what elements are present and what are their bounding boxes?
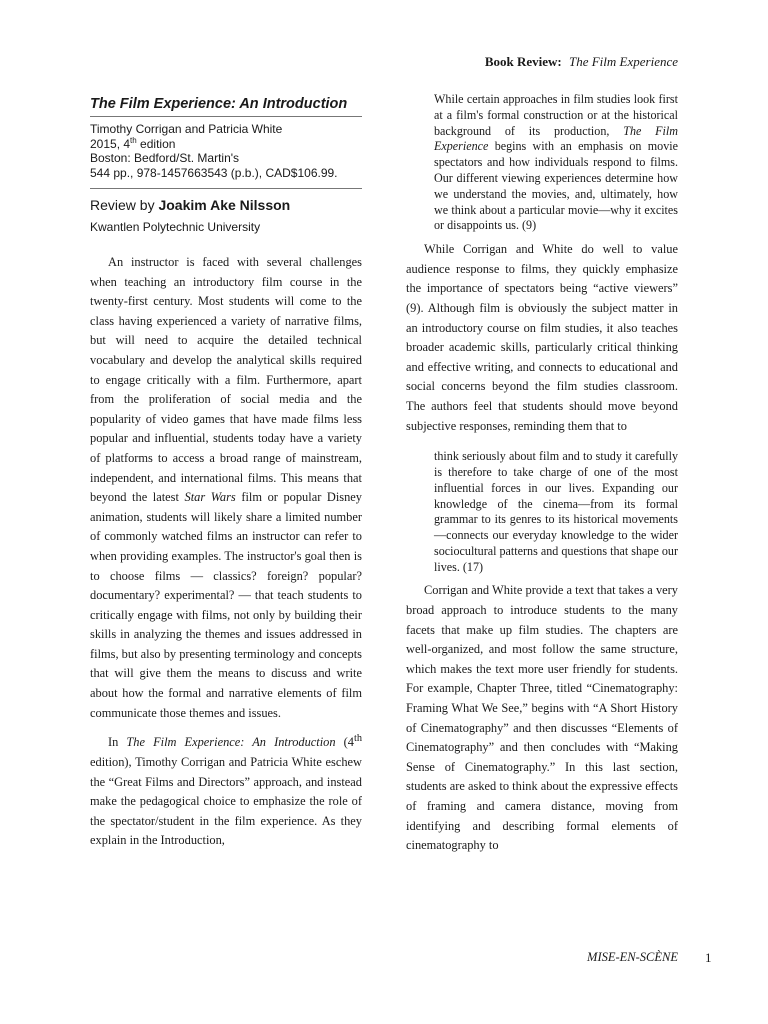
review-byline: [90, 197, 362, 213]
paragraph-2: In The Film Experience: An Introduction (4th edition), Timothy Corrigan and Patricia White eschew the “Great Films and Directors” approach, and instead make the pedagogical choice to emphasize the role of the spectator/student in the film experience. As they explain in the Introduction,: [90, 733, 363, 848]
running-head-label: Book Review:: [484, 54, 562, 69]
book-edition: [90, 137, 362, 152]
running-head-title: The Film Experience: [568, 54, 678, 69]
block-quote-2: think seriously about film and to study it carefully is therefore to take charge of one of the most influential forces in our lives. Expanding our knowledge of the cinema—from its formal grammar to its genres to its historical movements—connects our everyday knowledge to the wider sociocultural patterns and questions that shape our lives. (17): [434, 449, 678, 574]
reviewer-name: Joakim Ake Nilsson: [158, 197, 291, 213]
book-title: The Film Experience: An Introduction: [90, 96, 348, 112]
paragraph-4: Corrigan and White provide a text that takes a very broad approach to introduce students to the many facets that make up film studies. The chapters are well-organized, and most follow the same structure, which makes the text more user friendly for students. For example, Chapter Three, titled “Cinematography: Framing What We See,” begins with “A Short History of Cinematography” and then discusses “Elements of Cinematography” and then concludes with “Making Sense of Cinematography.” In this last section, students are asked to think about the expressive effects of framing and camera distance, moving from identifying and describing formal elements of cinematography to: [406, 583, 678, 853]
book-authors: Timothy Corrigan and Patricia White: [90, 122, 283, 136]
quote-book-title: The Film Experience: [434, 123, 678, 154]
running-head: [485, 54, 678, 70]
book-title-italic: The Film Experience: An Introduction: [126, 735, 336, 750]
edition-word: edition: [136, 136, 176, 151]
title-divider: [90, 116, 362, 117]
book-details: 544 pp., 978-1457663543 (p.b.), CAD$106.99.: [90, 165, 338, 180]
paragraph-3: While Corrigan and White do well to value audience response to films, they quickly emphasize the importance of spectators being “active viewers” (9). Although film is obviously the subject matter in an introductory course on film studies, it also teaches broader academic skills, particularly critical thinking and effective writing, and connects to educational and social concerns beyond the film studies classroom. The authors feel that students should move beyond subjective responses, reminding them that to: [406, 242, 678, 433]
right-column: [406, 92, 678, 856]
metadata-divider: [90, 188, 362, 189]
reviewer-affiliation: Kwantlen Polytechnic University: [90, 220, 261, 234]
footer-journal-name: MISE-EN-SCÈNE: [587, 950, 678, 964]
page-number: 1: [705, 950, 712, 965]
edition-year: 2015, 4: [90, 136, 131, 151]
edition-superscript: th: [130, 135, 137, 145]
block-quote-1: While certain approaches in film studies look first at a film's formal construction or at the historical background of its production, The Film Experience begins with an emphasis on movie spectators and how individuals respond to films. Our different viewing experiences determine how we understand the movies, and, ultimately, how we think about a particular movie—why it excites or disappoints us. (9): [434, 92, 678, 233]
film-title-star-wars: Star Wars: [184, 490, 236, 505]
left-column: [90, 96, 362, 851]
review-prefix: Review by: [90, 197, 159, 213]
paragraph-1: An instructor is faced with several challenges when teaching an introductory film course in the twenty-first century. Most students will come to the class having experienced a variety of narrative films, but will need to acquire the detailed technical vocabulary and develop the analytical skills required to engage critically with a film. Furthermore, apart from the proliferation of social media and the popularity of video games that have made films less popular and influential, students today have a variety of platforms to access a broad range of mainstream, independent, and international films. This means that beyond the latest Star Wars film or popular Disney animation, students will likely share a limited number of commonly watched films an instructor can refer to when providing examples. The instructor's goal then is to choose films — classics? foreign? popular? documentary? experimental? — that teach students to critically engage with films, not only by building their skills in analyzing the themes and issues addressed in films, but also by presenting terminology and concepts that will give them the means to discuss and write about how the formal and narrative elements of film communicate those themes and issues.: [90, 255, 362, 720]
book-metadata: [90, 122, 362, 180]
book-publisher: Boston: Bedford/St. Martin's: [90, 151, 240, 165]
